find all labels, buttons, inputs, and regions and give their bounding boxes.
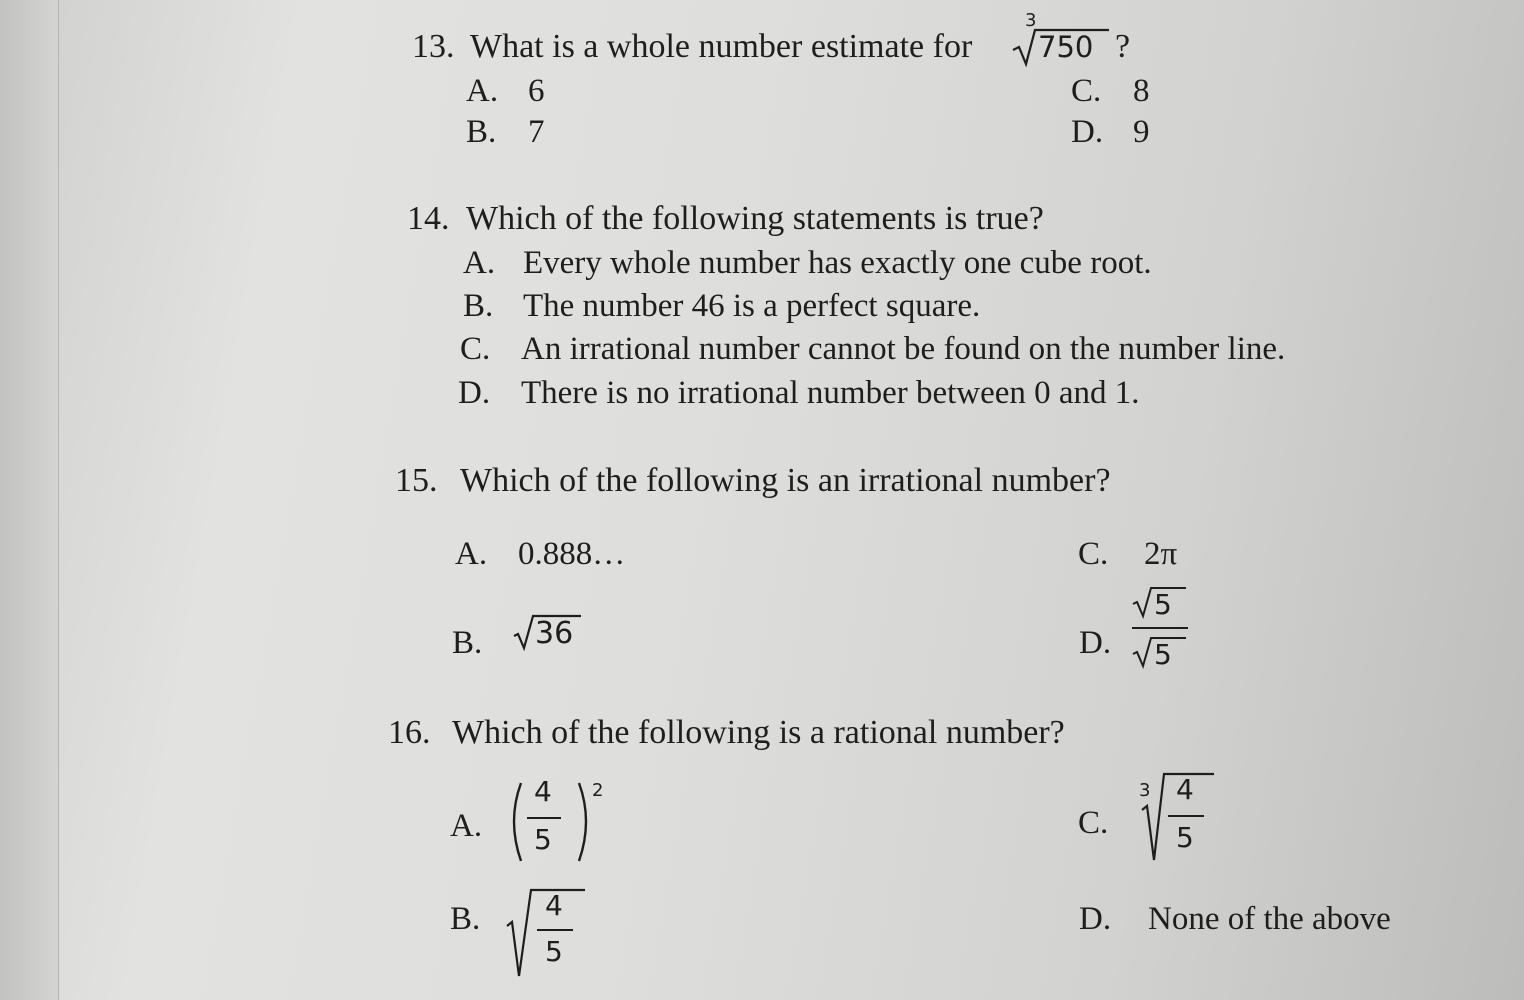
radicand: 36 — [535, 616, 574, 651]
option-value: 2π — [1144, 536, 1178, 572]
numerator-radicand: 5 — [1154, 588, 1172, 621]
option-letter: A. — [455, 536, 488, 572]
fraction-bar — [537, 929, 573, 931]
option-letter: A. — [450, 808, 483, 844]
option-value: Every whole number has exactly one cube root. — [523, 245, 1152, 281]
option-value: There is no irrational number between 0 and 1. — [521, 375, 1140, 411]
option-letter: D. — [1079, 901, 1112, 937]
question-text: Which of the following is a rational number? — [452, 714, 1065, 751]
fraction-bar — [1132, 627, 1188, 629]
root-index: 3 — [1025, 10, 1037, 31]
numerator: 4 — [1176, 773, 1194, 806]
numerator: 4 — [545, 889, 563, 922]
option-letter: C. — [1078, 536, 1109, 572]
parentheses — [505, 775, 605, 870]
numerator: 4 — [534, 775, 552, 808]
option-value: 9 — [1133, 114, 1150, 150]
option-value: None of the above — [1148, 901, 1391, 937]
option-letter: D. — [1071, 114, 1104, 150]
question-text: Which of the following is an irrational number? — [460, 462, 1111, 499]
option-value: 6 — [528, 73, 545, 109]
option-value: An irrational number cannot be found on the number line. — [521, 331, 1286, 367]
option-letter: C. — [1078, 805, 1109, 841]
option-letter: B. — [463, 288, 494, 324]
question-number: 14. — [407, 200, 450, 237]
option-letter: C. — [460, 331, 491, 367]
option-letter: B. — [466, 114, 497, 150]
question-mark: ? — [1115, 28, 1131, 65]
denominator: 5 — [534, 823, 552, 856]
question-number: 16. — [388, 714, 431, 751]
question-number: 13. — [412, 28, 455, 65]
denominator-radicand: 5 — [1154, 638, 1172, 671]
option-letter: B. — [452, 625, 483, 661]
denominator: 5 — [545, 935, 563, 968]
question-number: 15. — [395, 462, 438, 499]
option-value: 0.888… — [518, 536, 626, 572]
root-index: 3 — [1139, 780, 1151, 801]
option-value: The number 46 is a perfect square. — [523, 288, 981, 324]
page-edge — [0, 0, 59, 1000]
question-text: What is a whole number estimate for — [470, 28, 973, 65]
option-letter: C. — [1071, 73, 1102, 109]
fraction-bar — [1168, 815, 1204, 817]
option-value: 8 — [1133, 73, 1150, 109]
fraction-bar — [527, 817, 561, 819]
radicand: 750 — [1038, 30, 1094, 64]
option-letter: A. — [463, 245, 496, 281]
exponent: 2 — [592, 780, 604, 801]
option-letter: D. — [1079, 625, 1112, 661]
option-letter: A. — [466, 73, 499, 109]
option-letter: D. — [458, 375, 491, 411]
option-letter: B. — [450, 901, 481, 937]
denominator: 5 — [1176, 821, 1194, 854]
question-text: Which of the following statements is true? — [466, 200, 1044, 237]
option-value: 7 — [528, 114, 545, 150]
